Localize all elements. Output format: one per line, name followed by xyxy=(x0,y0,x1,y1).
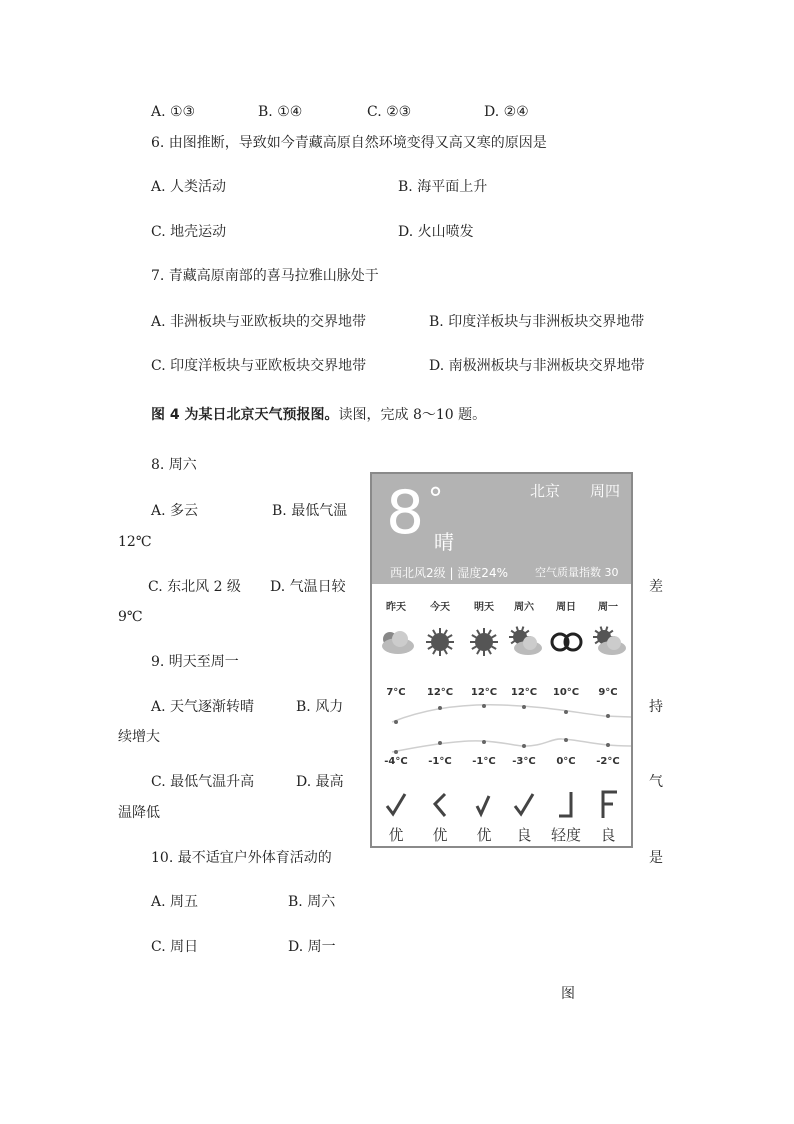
q6-option-a: A. 人类活动 xyxy=(151,179,227,195)
q6-option-c: C. 地壳运动 xyxy=(151,224,227,240)
high-temp-dot xyxy=(394,720,398,724)
forecast-low-temp: -3°C xyxy=(512,756,536,767)
forecast-high-temp: 12°C xyxy=(426,687,454,698)
forecast-low-temp: 0°C xyxy=(556,756,576,767)
forecast-day-label: 周六 xyxy=(514,602,534,613)
q9-option-d: D. 最高 xyxy=(296,774,344,790)
low-temp-dot xyxy=(564,738,568,742)
high-temp-dot xyxy=(564,710,568,714)
current-condition: 晴 xyxy=(434,530,454,554)
forecast-air-quality: 良 xyxy=(516,826,532,844)
forecast-day-label: 今天 xyxy=(430,602,450,613)
q9-option-d-cont: 温降低 xyxy=(118,805,160,821)
q8-option-a: A. 多云 xyxy=(151,503,199,519)
aqi-label: 空气质量指数 30 xyxy=(535,566,619,579)
high-temp-dot xyxy=(606,714,610,718)
forecast-high-temp: 7°C xyxy=(386,687,406,698)
q9-option-c: C. 最低气温升高 xyxy=(151,774,255,790)
wind-humidity: 西北风2级 | 湿度24% xyxy=(390,566,508,580)
current-temp: 8 xyxy=(386,478,425,548)
section-intro xyxy=(151,406,486,424)
low-temp-dot xyxy=(606,743,610,747)
figure-caption: 图 xyxy=(561,986,575,1002)
q8-option-d-tail: 差 xyxy=(649,579,663,595)
forecast-air-quality: 优 xyxy=(476,826,492,844)
low-temp-dot xyxy=(522,744,526,748)
q5-option-d: D. ②④ xyxy=(484,104,529,120)
q9-option-b-tail: 持 xyxy=(649,699,663,715)
q8-option-d: D. 气温日较 xyxy=(270,579,346,595)
q7-option-d: D. 南极洲板块与非洲板块交界地带 xyxy=(429,358,645,374)
q10-option-d: D. 周一 xyxy=(288,939,336,955)
q10-option-c: C. 周日 xyxy=(151,939,199,955)
high-temp-dot xyxy=(438,706,442,710)
q7-option-a: A. 非洲板块与亚欧板块的交界地带 xyxy=(151,314,367,330)
q9-option-a: A. 天气逐渐转晴 xyxy=(151,699,255,715)
high-temp-dot xyxy=(482,704,486,708)
intro-rest: 读图，完成 8～10 题。 xyxy=(338,407,487,423)
forecast-day-label: 周一 xyxy=(598,602,618,613)
q10-option-b: B. 周六 xyxy=(288,894,336,910)
q6-option-b: B. 海平面上升 xyxy=(398,179,488,195)
forecast-day-label: 昨天 xyxy=(386,602,406,613)
forecast-low-temp: -4°C xyxy=(384,756,408,767)
q6-stem: 6. 由图推断，导致如今青藏高原自然环境变得又高又寒的原因是 xyxy=(151,135,547,151)
low-temp-dot xyxy=(394,750,398,754)
q10-stem-tail: 是 xyxy=(649,850,663,866)
q8-stem: 8. 周六 xyxy=(151,457,197,473)
q10-option-a: A. 周五 xyxy=(151,894,199,910)
forecast-day-label: 周日 xyxy=(556,602,576,613)
q9-option-d-tail: 气 xyxy=(649,774,663,790)
forecast-air-quality: 优 xyxy=(388,826,404,844)
intro-bold: 图 4 为某日北京天气预报图。 xyxy=(151,407,339,423)
forecast-high-temp: 10°C xyxy=(552,687,580,698)
weather-forecast-widget xyxy=(370,472,633,848)
forecast-air-quality: 轻度 xyxy=(550,826,581,844)
forecast-high-temp: 12°C xyxy=(470,687,498,698)
temperature-curves xyxy=(372,474,631,846)
high-temp-curve xyxy=(392,705,631,722)
forecast-high-temp: 9°C xyxy=(598,687,618,698)
forecast-low-temp: -1°C xyxy=(428,756,452,767)
forecast-high-temp: 12°C xyxy=(510,687,538,698)
forecast-air-quality: 优 xyxy=(432,826,448,844)
q5-option-b: B. ①④ xyxy=(258,104,303,120)
high-temp-dot xyxy=(522,705,526,709)
q8-option-b: B. 最低气温 xyxy=(272,503,348,519)
q9-option-b: B. 风力 xyxy=(296,699,344,715)
q7-option-b: B. 印度洋板块与非洲板块交界地带 xyxy=(429,314,645,330)
q8-option-b-cont: 12℃ xyxy=(118,534,152,550)
q9-option-b-cont: 续增大 xyxy=(118,729,160,745)
forecast-low-temp: -2°C xyxy=(596,756,620,767)
city-name: 北京 xyxy=(530,482,561,500)
q7-stem: 7. 青藏高原南部的喜马拉雅山脉处于 xyxy=(151,268,379,284)
q5-option-a: A. ①③ xyxy=(151,104,196,120)
low-temp-curve xyxy=(392,739,631,752)
low-temp-dot xyxy=(438,741,442,745)
degree-symbol: ° xyxy=(428,482,443,517)
current-weekday: 周四 xyxy=(590,482,621,500)
q9-stem: 9. 明天至周一 xyxy=(151,654,239,670)
q5-option-c: C. ②③ xyxy=(367,104,412,120)
forecast-air-quality: 良 xyxy=(600,826,616,844)
q8-option-c: C. 东北风 2 级 xyxy=(148,579,241,595)
forecast-day-label: 明天 xyxy=(474,602,494,613)
q6-option-d: D. 火山喷发 xyxy=(398,224,474,240)
q8-option-d-cont: 9℃ xyxy=(118,609,143,625)
q10-stem: 10. 最不适宜户外体育活动的 xyxy=(151,850,332,866)
low-temp-dot xyxy=(482,740,486,744)
q7-option-c: C. 印度洋板块与亚欧板块交界地带 xyxy=(151,358,367,374)
forecast-low-temp: -1°C xyxy=(472,756,496,767)
